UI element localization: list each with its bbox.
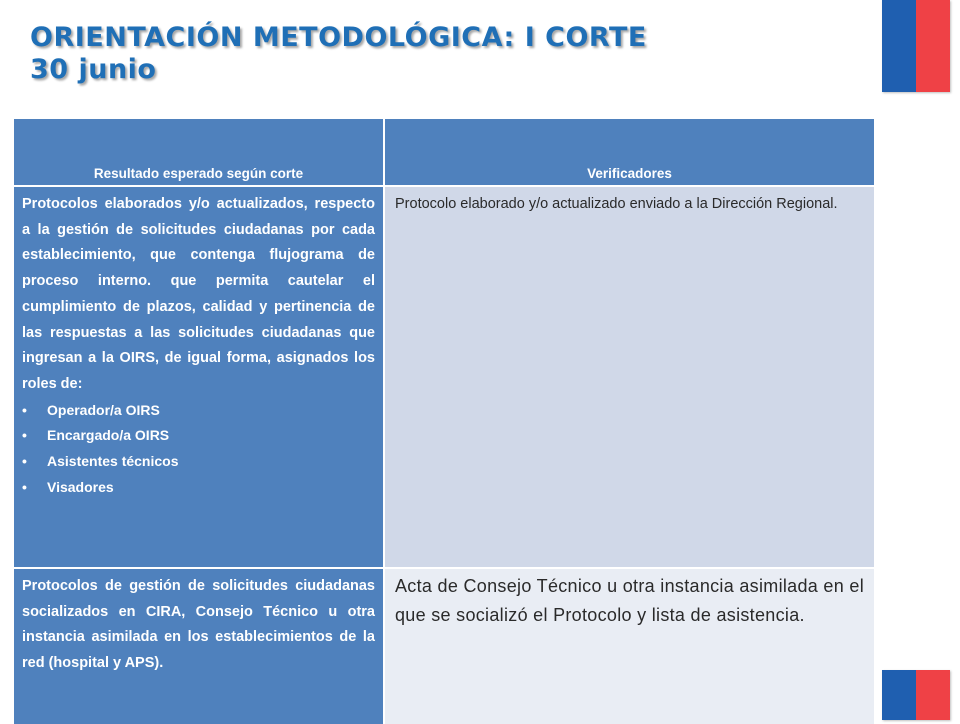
verifier-cell <box>384 568 874 724</box>
header-resultado <box>14 119 384 186</box>
header-verificadores-label: Verificadores <box>587 166 672 181</box>
flag-blue-stripe <box>882 670 916 720</box>
result-cell <box>14 568 384 724</box>
orientation-table <box>14 119 874 724</box>
list-item: • Encargado/a OIRS <box>22 423 383 449</box>
slide-title <box>30 22 647 86</box>
list-item: • Operador/a OIRS <box>22 398 383 424</box>
title-line-1: ORIENTACIÓN METODOLÓGICA: I CORTE <box>30 22 647 53</box>
header-resultado-label: Resultado esperado según corte <box>93 166 304 181</box>
verifier-text: Acta de Consejo Técnico u otra instancia asimilada en el que se socializó el Protocolo y lista de asistencia. <box>395 576 864 625</box>
roles-list <box>14 398 383 501</box>
table-header-row <box>14 119 874 186</box>
flag-red-stripe <box>916 670 950 720</box>
verifier-text: Protocolo elaborado y/o actualizado enviado a la Dirección Regional. <box>395 196 838 212</box>
flag-decoration-bottom <box>882 670 950 720</box>
verifier-cell <box>384 186 874 568</box>
title-line-2: 30 junio <box>30 54 157 85</box>
result-cell <box>14 186 384 568</box>
flag-red-stripe <box>916 0 950 92</box>
table-row <box>14 186 874 568</box>
result-text: Protocolos de gestión de solicitudes ciudadanas socializados en CIRA, Consejo Técnico u otra instancia asimilada en los establecimientos de la red (hospital y APS). <box>22 578 375 672</box>
header-verificadores <box>384 119 874 186</box>
list-item: • Asistentes técnicos <box>22 449 383 475</box>
flag-blue-stripe <box>882 0 916 92</box>
list-item: • Visadores <box>22 475 383 501</box>
table-row <box>14 568 874 724</box>
flag-decoration-top <box>882 0 950 92</box>
result-text: Protocolos elaborados y/o actualizados, respecto a la gestión de solicitudes ciudadanas por cada establecimiento, que contenga flujograma de proceso interno. que permita cautelar el cumplimiento de plazos, calidad y pertinencia de las respuestas a las solicitudes ciudadanas que ingresan a la OIRS, de igual forma, asignados los roles de: <box>22 196 375 392</box>
